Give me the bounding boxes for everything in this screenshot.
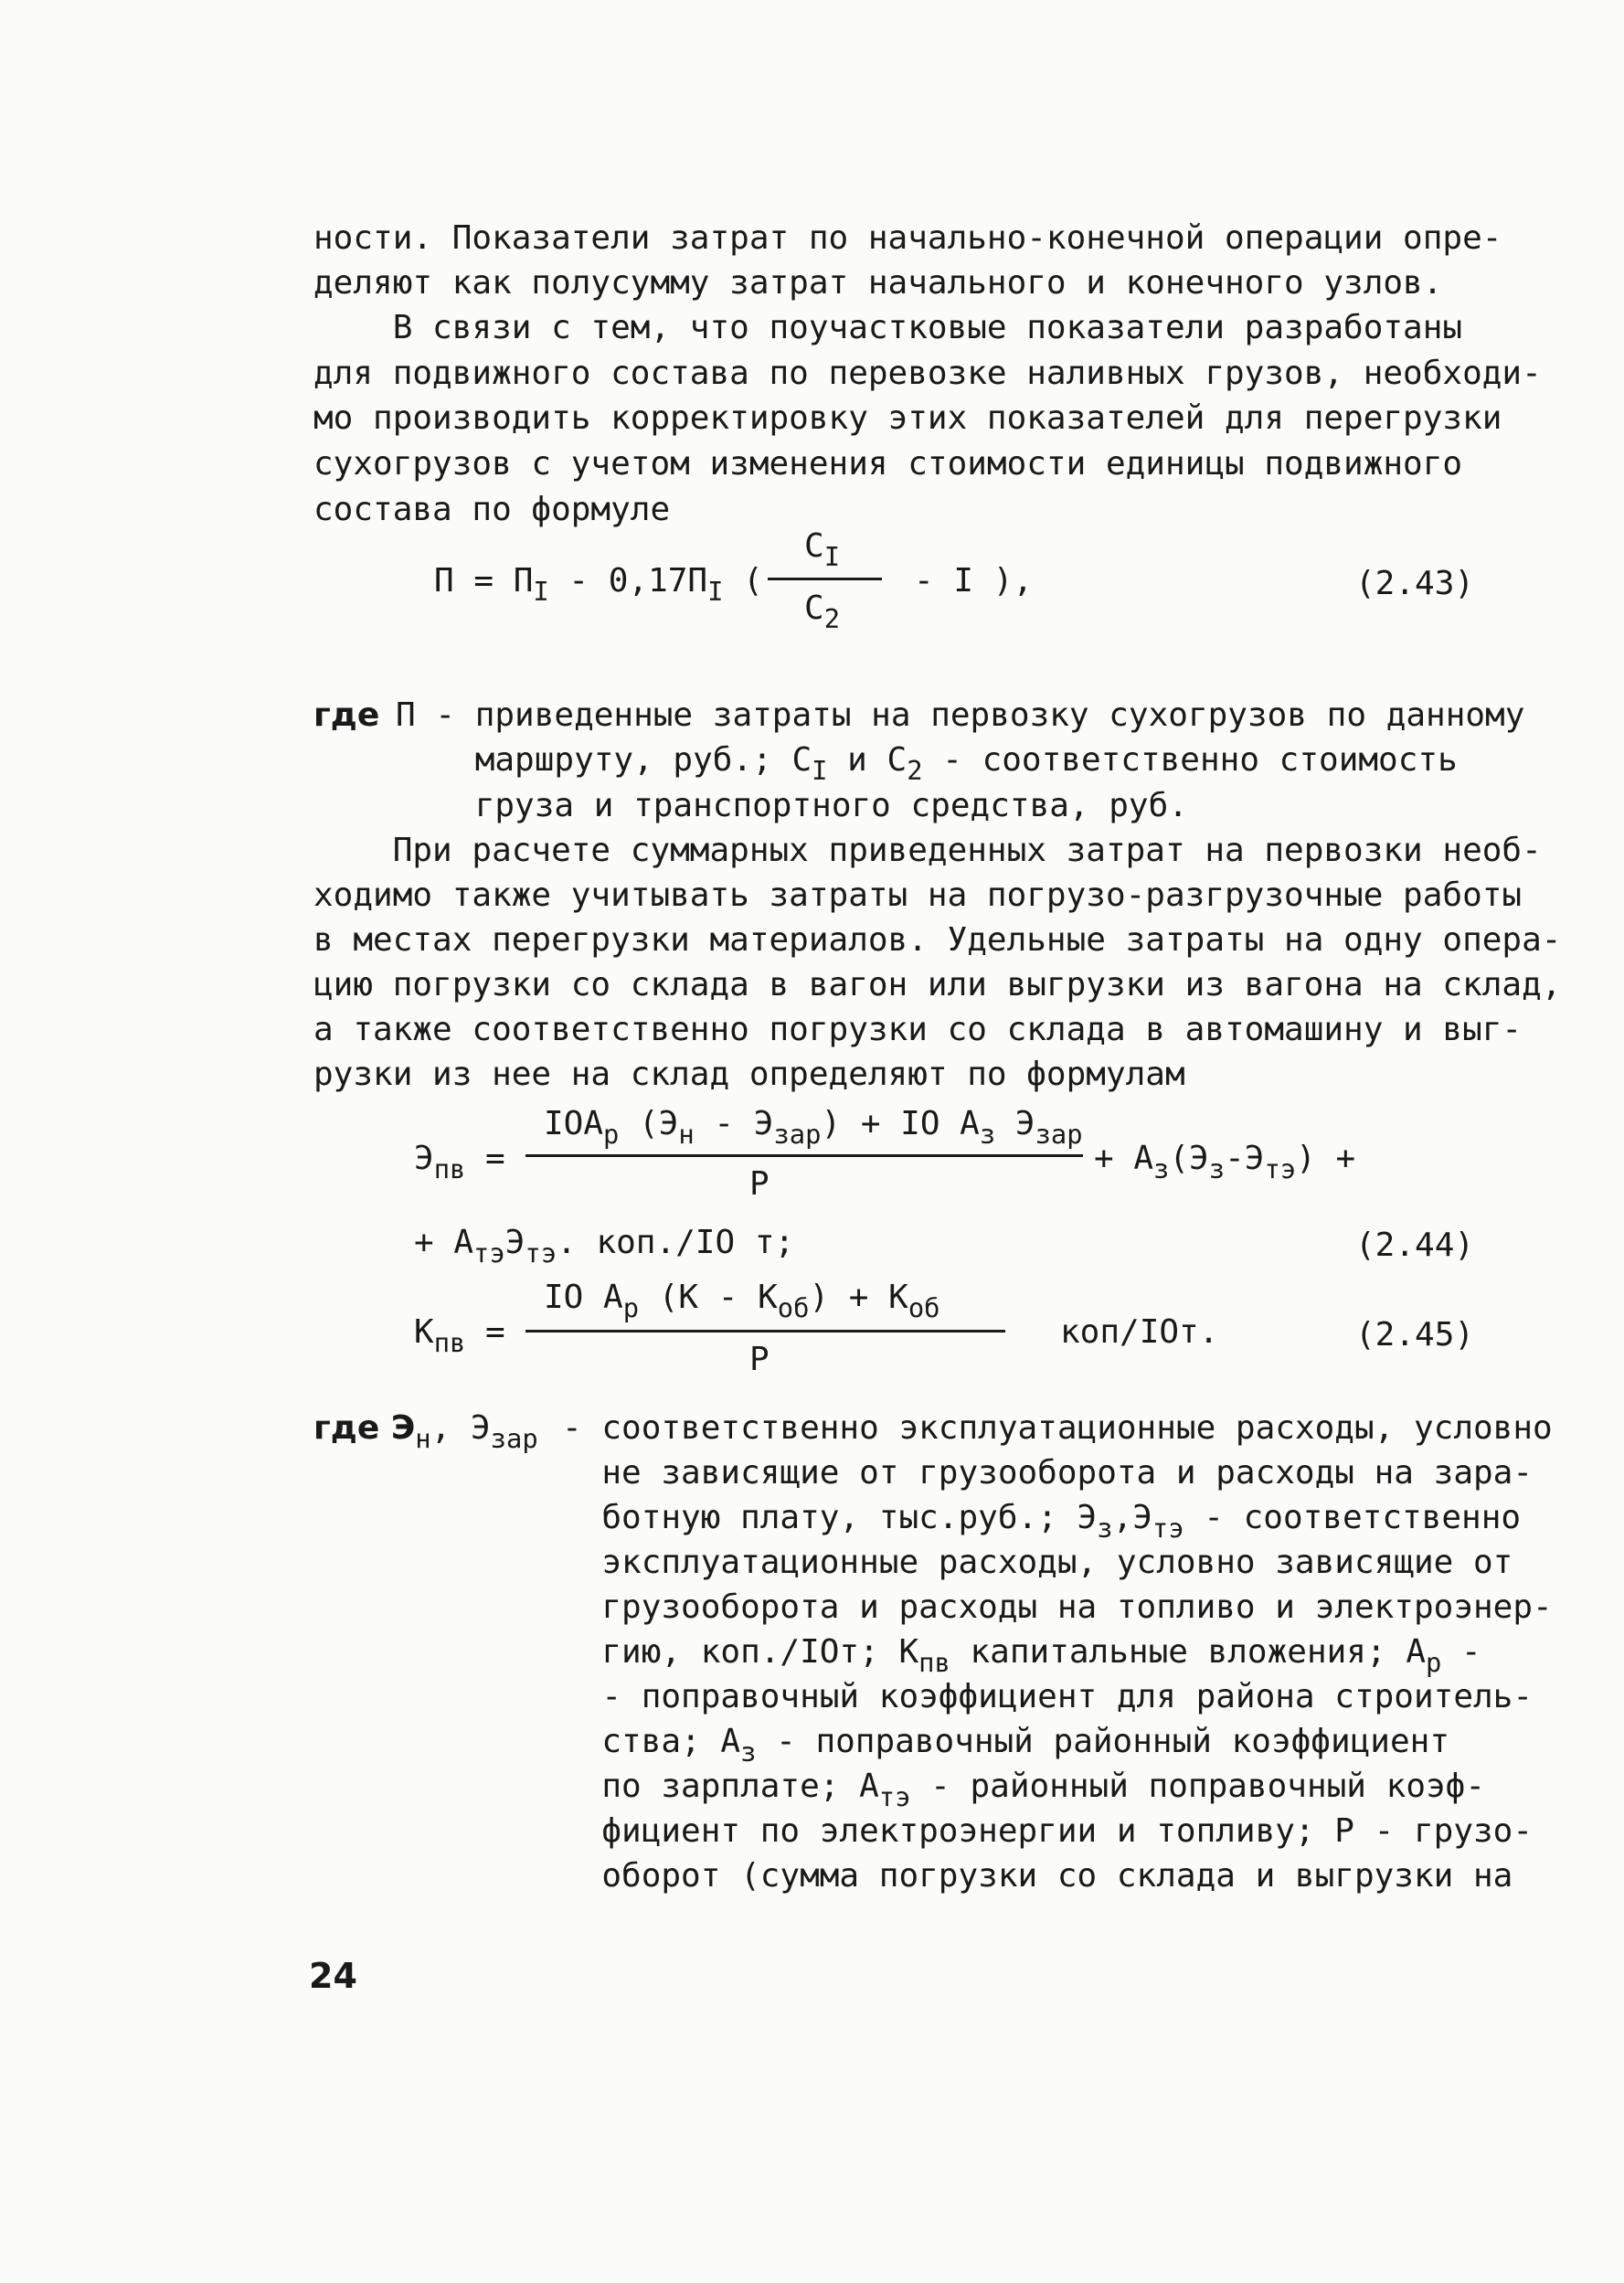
where-label: где $Э_н$, $Э_{зар}$ [313, 1409, 538, 1455]
text-line: груза и транспортного средства, руб. [396, 787, 1188, 824]
text-line: П - приведенные затраты на первозку сухогрузов по данному [396, 696, 1525, 734]
text-line: ходимо также учитывать затраты на погрузо-разгрузочные работы [313, 876, 1523, 914]
text-line: ности. Показатели затрат по начально-конечной операции опре- [313, 219, 1502, 257]
text-line: в местах перегрузки материалов. Удельные затраты на одну опера- [313, 921, 1562, 959]
text-line: а также соответственно погрузки со склада в автомашину и выг- [313, 1011, 1523, 1048]
where-label: где [313, 696, 380, 734]
text-line: не зависящие от грузооборота и расходы на зара- [562, 1454, 1534, 1492]
equation-number: (2.45) [1355, 1316, 1475, 1354]
page-number: 24 [309, 1956, 357, 1996]
equation-number: (2.44) [1355, 1226, 1475, 1264]
text-line: рузки из нее на склад определяют по формулам [313, 1056, 1185, 1093]
text-line: деляют как полусумму затрат начального и конечного узлов. [313, 264, 1443, 302]
text-line: грузооборота и расходы на топливо и электроэнер- [562, 1588, 1553, 1626]
text-line: эксплуатационные расходы, условно зависящие от [562, 1544, 1513, 1581]
text-line: гию, коп./IOт; $К_{пв}$ капитальные вложения; $А_р$ - [562, 1633, 1481, 1679]
text-line: ства; $А_з$ - поправочный районный коэффициент [562, 1723, 1450, 1768]
text-line: для подвижного состава по перевозке наливных грузов, необходи- [313, 355, 1542, 392]
text-line: - поправочный коэффициент для района строитель- [562, 1678, 1534, 1715]
text-line: В связи с тем, что поучастковые показатели разработаны [313, 309, 1463, 346]
text-line: состава по формуле [313, 491, 671, 528]
text-line: по зарплате; $А_{тэ}$ - районный поправочный коэф- [562, 1768, 1486, 1813]
text-line: ботную плату, тыс.руб.; $Э_з,Э_{тэ}$ - соответственно [562, 1499, 1522, 1545]
equation-number: (2.43) [1355, 565, 1475, 602]
text-line: маршруту, руб.; $С_I$ и $С_2$ - соответственно стоимость [396, 741, 1458, 787]
text-line: - соответственно эксплуатационные расходы, условно [562, 1409, 1553, 1447]
text-line: фициент по электроэнергии и топливу; Р - грузо- [562, 1812, 1534, 1850]
text-line: оборот (сумма погрузки со склада и выгрузки на [562, 1857, 1513, 1895]
text-line: При расчете суммарных приведенных затрат на первозки необ- [313, 832, 1542, 869]
text-line: сухогрузов с учетом изменения стоимости единицы подвижного [313, 445, 1463, 483]
text-line: цию погрузки со склада в вагон или выгрузки из вагона на склад, [313, 966, 1562, 1003]
text-line: мо производить корректировку этих показателей для перегрузки [313, 399, 1502, 437]
